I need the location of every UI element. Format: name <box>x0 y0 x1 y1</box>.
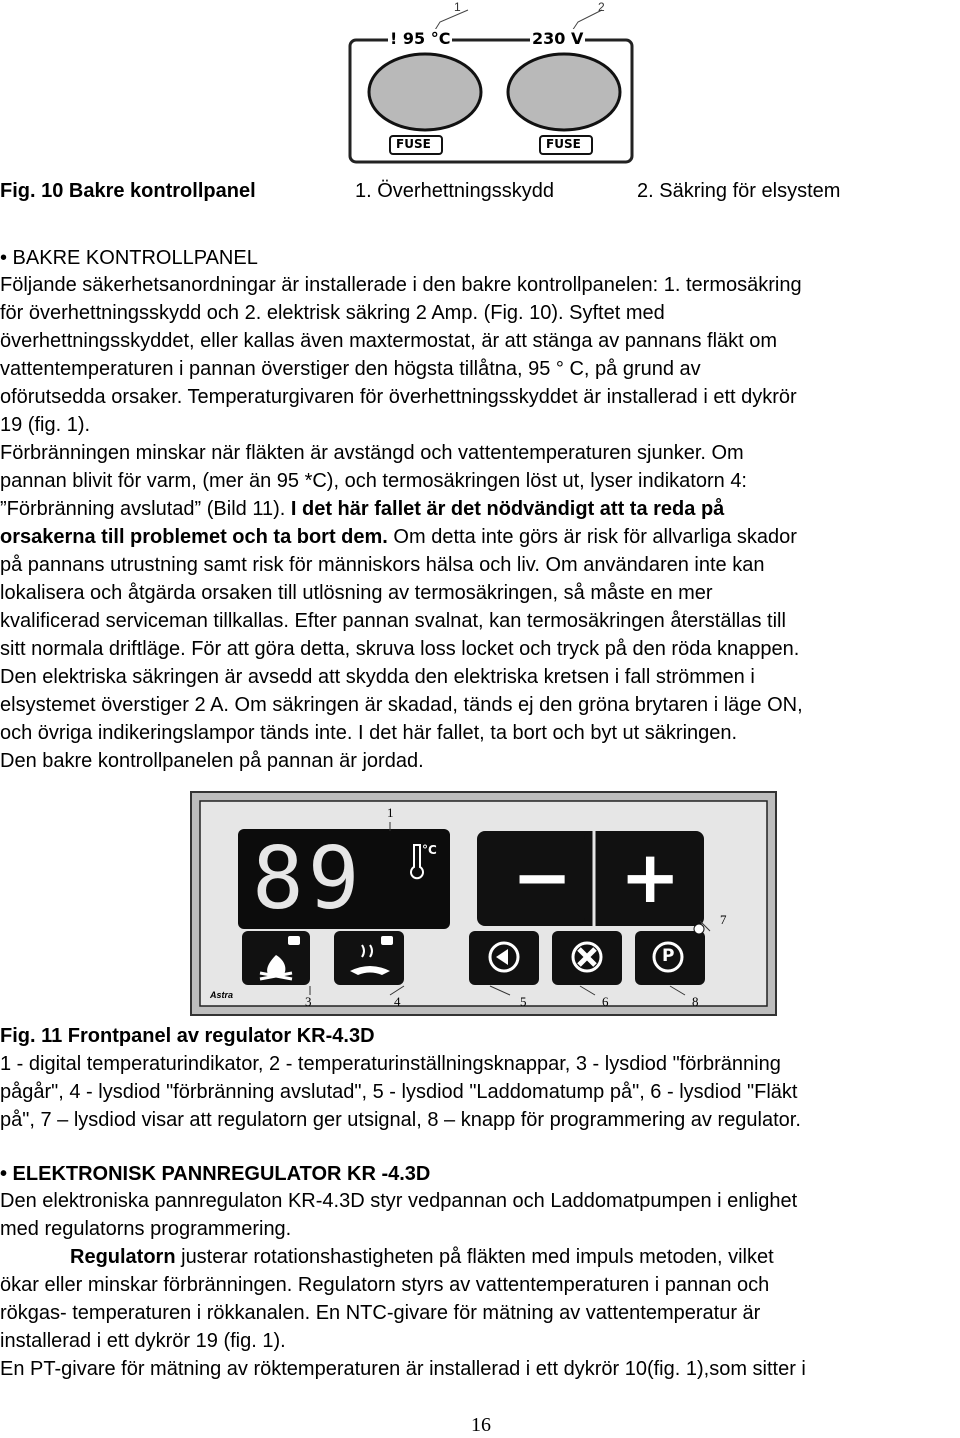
overheat-label: ! 95 °C <box>390 29 451 48</box>
body-line: sitt normala driftläge. För att göra detta, skruva loss locket och tryck på den röda knappen. <box>0 638 800 660</box>
program-button[interactable]: P <box>662 946 675 966</box>
bold-warning-b: orsakerna till problemet och ta bort dem. <box>0 526 388 548</box>
brand-logo: Astra <box>210 990 234 1000</box>
overheat-protector-knob <box>369 54 481 130</box>
body-line: ökar eller minskar förbränningen. Regulatorn styrs av vattentemperaturen i pannan och <box>0 1274 770 1296</box>
temperature-display: 89 <box>252 829 364 929</box>
body-line: med regulatorns programmering. <box>0 1218 292 1240</box>
bold-warning-a: I det här fallet är det nödvändigt att ta reda på <box>290 498 725 520</box>
rear-panel-figure <box>340 0 640 165</box>
controller-front-panel-figure <box>190 791 777 1016</box>
callout-1: 1 <box>454 0 461 14</box>
body-text: justerar rotationshastigheten på fläkten med impuls metoden, vilket <box>175 1246 774 1268</box>
body-line: vattentemperaturen i pannan överstiger den högsta tillåtna, 95 ° C, på grund av <box>0 358 701 380</box>
body-line: lokalisera och åtgärda orsaken till utlösning av termosäkringen, så måste en mer <box>0 582 713 604</box>
fig10-caption-title: Fig. 10 Bakre kontrollpanel <box>0 180 256 202</box>
page-number: 16 <box>471 1414 491 1436</box>
callout-1: 1 <box>387 805 394 820</box>
bold-regulator: Regulatorn <box>70 1246 176 1268</box>
fig11-caption-title: Fig. 11 Frontpanel av regulator KR-4.3D <box>0 1025 375 1047</box>
callout-7: 7 <box>720 912 727 927</box>
fuse-label-left: FUSE <box>396 137 431 151</box>
fig10-caption-item1: 1. Överhettningsskydd <box>355 180 554 202</box>
body-line <box>0 1243 960 1271</box>
voltage-label: 230 V <box>532 29 584 48</box>
body-line: Den bakre kontrollpanelen på pannan är jordad. <box>0 750 424 772</box>
caption-line: pågår", 4 - lysdiod "förbränning avslutad", 5 - lysdiod "Laddomatump på", 6 - lysdiod "Fläkt <box>0 1081 798 1103</box>
caption-line: på", 7 – lysdiod visar att regulatorn ger utsignal, 8 – knapp för programmering av regulator. <box>0 1109 801 1131</box>
body-line: Den elektriska säkringen är avsedd att skydda den elektriska kretsen i fall strömmen i <box>0 666 755 688</box>
body-line: Förbränningen minskar när fläkten är avstängd och vattentemperaturen sjunker. Om <box>0 442 744 464</box>
body-line: En PT-givare för mätning av röktemperaturen är installerad i ett dykrör 10(fig. 1),som sitter i <box>0 1358 806 1380</box>
caption-line: 1 - digital temperaturindikator, 2 - temperaturinställningsknappar, 3 - lysdiod "förbränning <box>0 1053 781 1075</box>
body-line: Följande säkerhetsanordningar är installerade i den bakre kontrollpanelen: 1. termosäkring <box>0 274 802 296</box>
fuse-holder-cap <box>508 54 620 130</box>
body-line: kvalificerad serviceman tillkallas. Efter pannan svalnat, kan termosäkringen återställas till <box>0 610 786 632</box>
body-line: för överhettningsskydd och 2. elektrisk säkring 2 Amp. (Fig. 10). Syftet med <box>0 302 665 324</box>
callout-6: 6 <box>602 994 609 1009</box>
callout-2: 2 <box>598 0 605 14</box>
body-line: oförutsedda orsaker. Temperaturgivaren för överhettningsskyddet är installerad i ett dykrör <box>0 386 797 408</box>
callout-3: 3 <box>305 994 312 1009</box>
body-line: elsystemet överstiger 2 A. Om säkringen är skadad, tänds ej den gröna brytaren i läge ON, <box>0 694 803 716</box>
section2-body <box>0 1187 960 1383</box>
rear-panel-drawing <box>340 0 640 165</box>
section1-body <box>0 271 960 775</box>
body-line <box>0 495 960 523</box>
body-line: på pannans utrustning samt risk för människors hälsa och liv. Om användaren inte kan <box>0 554 765 576</box>
fuse-label-right: FUSE <box>546 137 581 151</box>
celsius-unit: °C <box>422 843 437 857</box>
callout-8: 8 <box>692 994 699 1009</box>
body-text: ”Förbränning avslutad” (Bild 11). <box>0 498 291 520</box>
body-line: 19 (fig. 1). <box>0 414 91 436</box>
body-line <box>0 523 960 551</box>
body-text: Om detta inte görs är risk för allvarliga skador <box>387 526 797 548</box>
section-heading-electronic-regulator: • ELEKTRONISK PANNREGULATOR KR -4.3D <box>0 1163 431 1185</box>
callout-4: 4 <box>394 994 401 1009</box>
body-line: Den elektroniska pannregulaton KR-4.3D styr vedpannan och Laddomatpumpen i enlighet <box>0 1190 798 1212</box>
section-heading-rear-panel: • BAKRE KONTROLLPANEL <box>0 247 258 269</box>
callout-5: 5 <box>520 994 527 1009</box>
fig11-caption-body <box>0 1050 801 1134</box>
plus-button[interactable]: + <box>620 835 681 919</box>
body-line: rökgas- temperaturen i rökkanalen. En NTC-givare för mätning av vattentemperatur är <box>0 1302 761 1324</box>
body-line: pannan blivit för varm, (mer än 95 *C), och termosäkringen löst ut, lyser indikatorn 4: <box>0 470 747 492</box>
body-line: och övriga indikeringslampor tänds inte. I det här fallet, ta bort och byt ut säkringen. <box>0 722 738 744</box>
minus-button[interactable]: − <box>512 835 573 919</box>
fig10-caption-item2: 2. Säkring för elsystem <box>637 180 841 202</box>
body-line: installerad i ett dykrör 19 (fig. 1). <box>0 1330 286 1352</box>
body-line: överhettningsskyddet, eller kallas även maxtermostat, är att stänga av pannans fläkt om <box>0 330 778 352</box>
